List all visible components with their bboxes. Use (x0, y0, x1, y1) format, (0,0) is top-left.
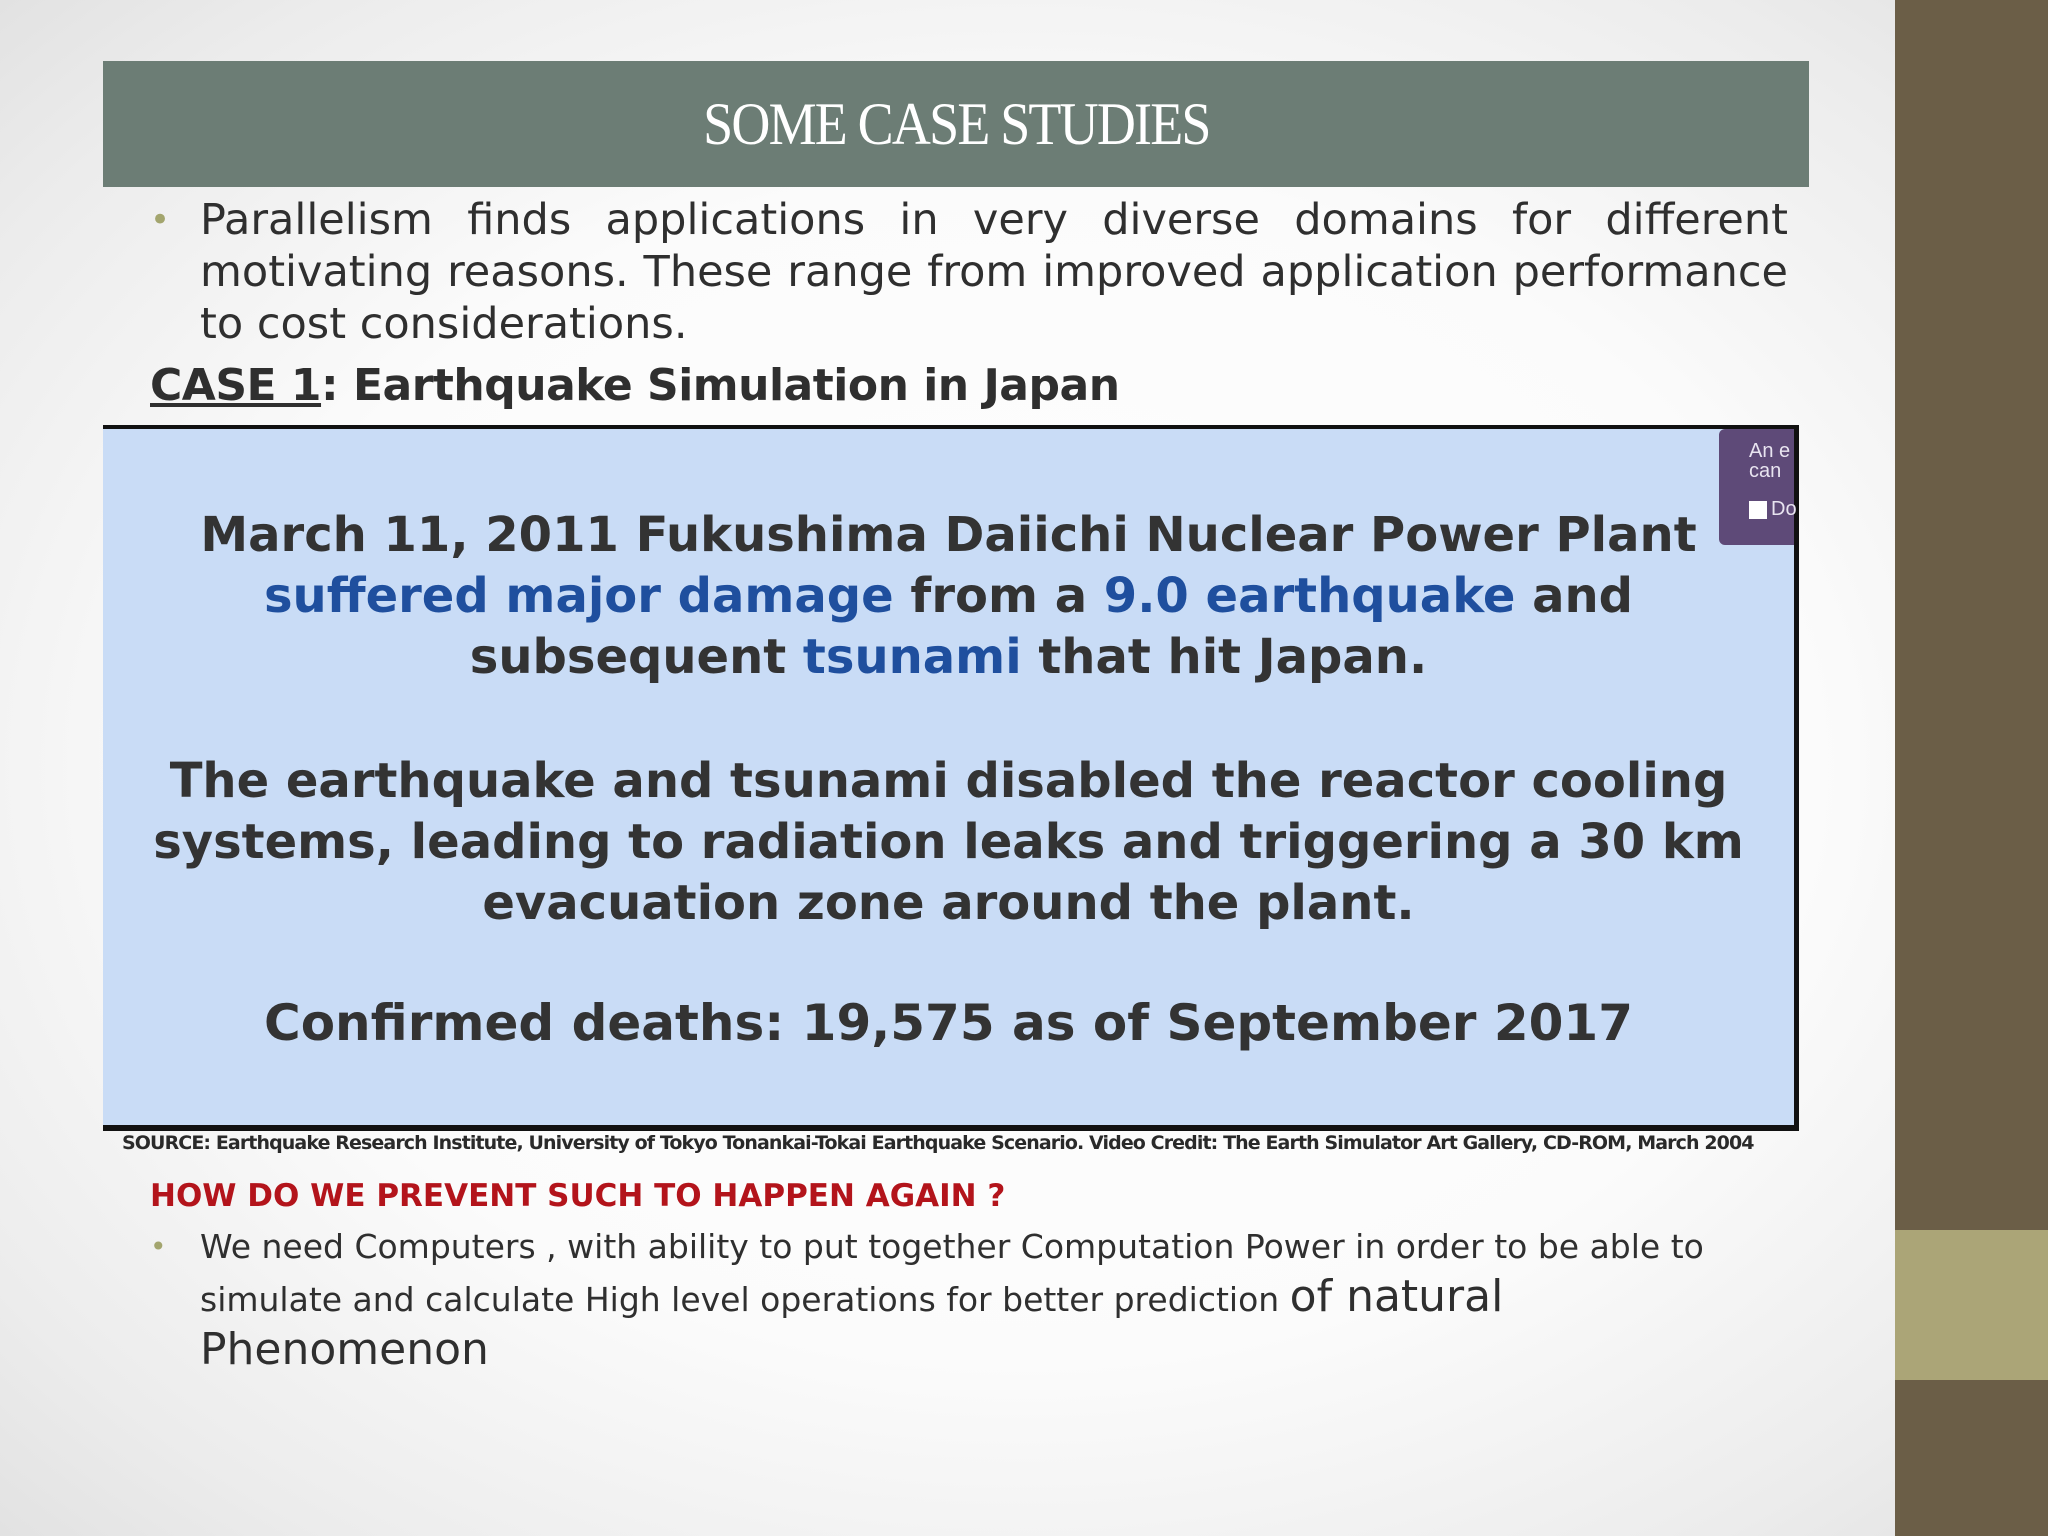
video-paragraph-3: Confirmed deaths: 19,575 as of September 2017 (264, 994, 1633, 1052)
case-separator: : (321, 360, 353, 411)
slide-title: SOME CASE STUDIES (702, 90, 1210, 157)
intro-bullet (150, 194, 1788, 350)
final-bullet-large: of natural Phenomenon (200, 1271, 1504, 1375)
final-bullet (150, 1222, 1800, 1378)
video-highlight: suffered major damage (263, 568, 894, 624)
side-decoration-accent (1895, 1230, 2048, 1380)
popup-option[interactable] (1749, 498, 1797, 520)
title-bar (103, 61, 1809, 187)
video-text-segment: from a (893, 568, 1104, 624)
question-heading: HOW DO WE PREVENT SUCH TO HAPPEN AGAIN ? (150, 1178, 1006, 1214)
video-text-segment: and subsequent (469, 568, 1634, 685)
popup-option-label: Do (1771, 498, 1797, 520)
bullet-icon: • (150, 200, 171, 240)
video-paragraph-2: The earthquake and tsunami disabled the reactor cooling systems, leading to radiation leaks and triggering a 30 km evacuation zone around the plant. (153, 753, 1744, 931)
case-heading (150, 360, 1120, 411)
intro-bullet-text: Parallelism finds applications in very diverse domains for different motivating reasons. These range from improved application performance to cost considerations. (200, 195, 1788, 349)
case-title: Earthquake Simulation in Japan (352, 360, 1120, 411)
bullet-icon: • (150, 1230, 167, 1263)
embedded-video-frame[interactable] (103, 425, 1799, 1131)
checkbox-icon[interactable] (1749, 501, 1767, 519)
source-credit: SOURCE: Earthquake Research Institute, University of Tokyo Tonankai-Tokai Earthquake Scenario. Video Credit: The Earth Simulator Art Gallery, CD-ROM, March 2004 (122, 1132, 1754, 1154)
final-bullet-text (200, 1222, 1800, 1378)
popup-notice[interactable] (1719, 429, 1797, 545)
final-bullet-main: We need Computers , with ability to put together Computation Power in order to be able to simulate and calculate High level operations for better prediction (200, 1227, 1704, 1319)
case-label: CASE 1 (150, 360, 322, 411)
video-highlight: 9.0 earthquake (1103, 568, 1516, 624)
popup-line-1: An e (1749, 440, 1791, 462)
video-paragraph-1 (103, 505, 1794, 688)
video-text-segment: March 11, 2011 Fukushima Daiichi Nuclear Power Plant (200, 507, 1697, 563)
video-text-segment: that hit Japan. (1021, 629, 1428, 685)
video-highlight: tsunami (802, 629, 1022, 685)
popup-line-2: can (1749, 460, 1782, 482)
